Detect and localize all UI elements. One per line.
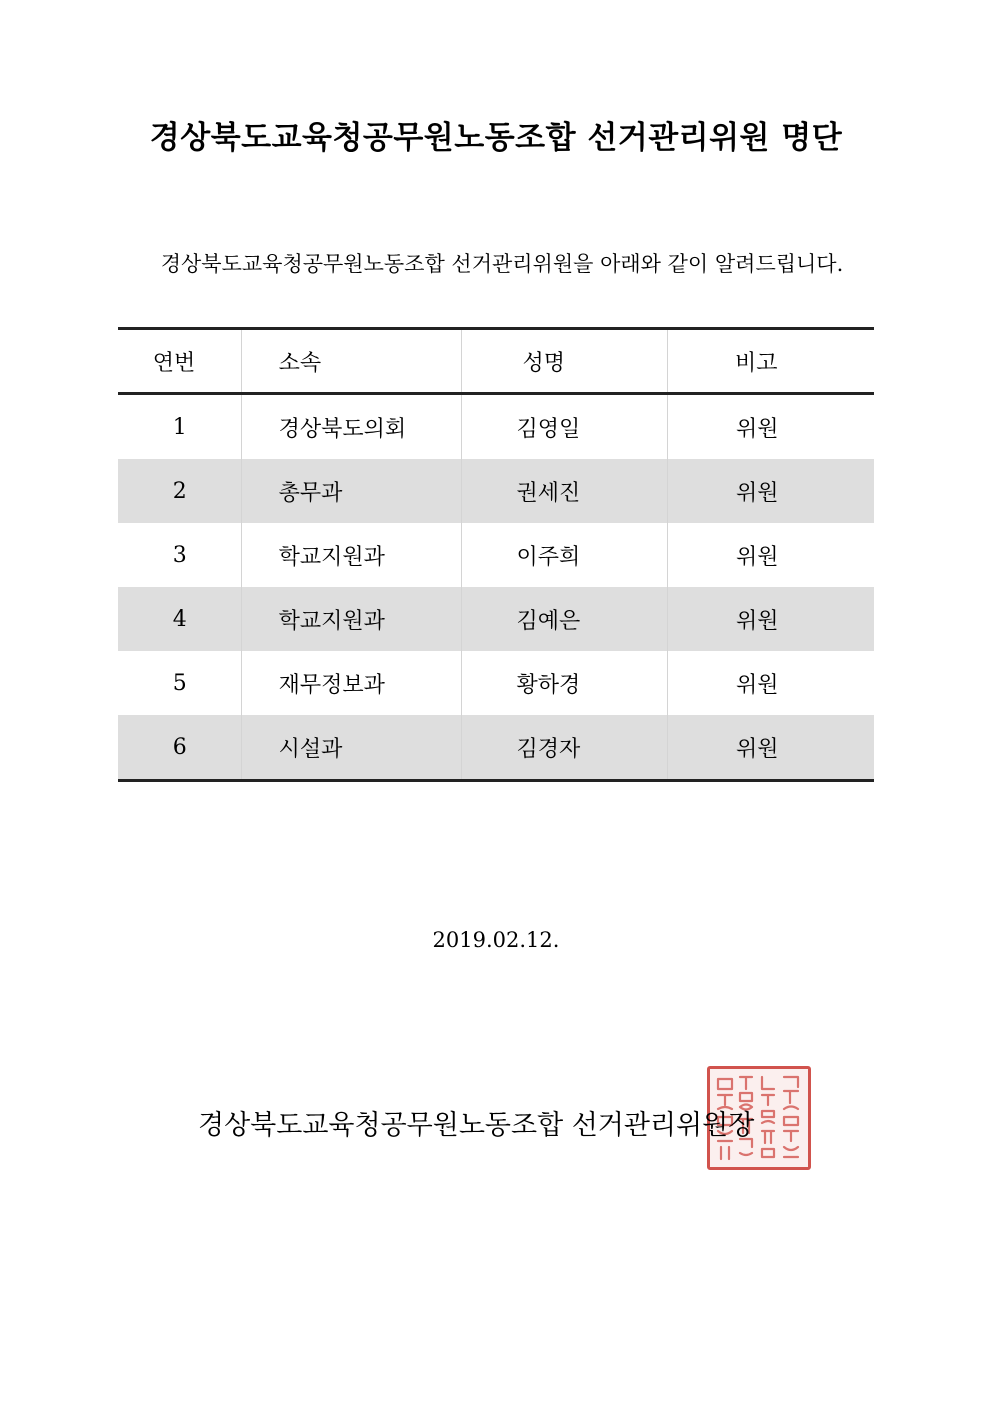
row-remarks-text: 위원 (736, 672, 779, 698)
row-name-text: 황하경 (516, 672, 581, 698)
row-department-text: 재무정보과 (278, 672, 385, 698)
document-date: 2019.02.12. (432, 928, 560, 952)
row-name (461, 459, 667, 523)
row-number: 5 (172, 670, 187, 696)
row-remarks-text: 위원 (736, 416, 779, 442)
row-name-text: 김영일 (516, 416, 581, 442)
table-row (118, 587, 874, 651)
page-title: 경상북도교육청공무원노동조합 선거관리위원 명단 (149, 120, 843, 156)
row-number: 3 (172, 542, 187, 568)
row-name-text: 김예은 (516, 608, 581, 634)
row-remarks (668, 651, 874, 715)
row-name (461, 587, 667, 651)
header-number-label: 연번 (152, 350, 196, 376)
row-name-text: 김경자 (516, 736, 581, 762)
row-name (461, 715, 667, 781)
row-department-text: 경상북도의회 (278, 416, 407, 442)
header-department-label: 소속 (278, 350, 322, 376)
row-department-text: 학교지원과 (278, 544, 385, 570)
header-department (242, 329, 461, 394)
table-row (118, 394, 874, 460)
row-number: 4 (118, 587, 242, 651)
row-department (242, 651, 461, 715)
table-row (118, 459, 874, 523)
header-remarks (668, 329, 874, 394)
committee-table (118, 327, 874, 782)
row-department (242, 587, 461, 651)
row-name-text: 권세진 (516, 480, 581, 506)
row-number: 6 (118, 715, 242, 781)
row-department (242, 523, 461, 587)
row-name-text: 이주희 (516, 544, 581, 570)
row-number: 2 (118, 459, 242, 523)
row-remarks (668, 394, 874, 460)
table-row (118, 523, 874, 587)
header-name-label: 성명 (522, 350, 565, 376)
row-remarks (668, 715, 874, 781)
intro-text: 경상북도교육청공무원노동조합 선거관리위원을 아래와 같이 알려드립니다. (160, 252, 844, 276)
row-department (242, 715, 461, 781)
row-remarks-text: 위원 (736, 544, 779, 570)
row-name (461, 651, 667, 715)
row-department-text: 총무과 (278, 480, 343, 506)
row-name (461, 523, 667, 587)
row-number: 1 (172, 414, 187, 440)
row-name (461, 394, 667, 460)
row-remarks-text: 위원 (736, 480, 779, 506)
row-remarks (668, 587, 874, 651)
row-department (242, 394, 461, 460)
row-department (242, 459, 461, 523)
row-remarks-text: 위원 (736, 736, 779, 762)
table-header-row (118, 329, 874, 394)
header-remarks-label: 비고 (735, 350, 778, 376)
row-department-text: 시설과 (278, 736, 343, 762)
row-department-text: 학교지원과 (278, 608, 385, 634)
signatory-title: 경상북도교육청공무원노동조합 선거관리위원장 (198, 1110, 755, 1141)
table-row (118, 651, 874, 715)
row-remarks-text: 위원 (736, 608, 779, 634)
header-number (118, 329, 242, 394)
row-remarks (668, 523, 874, 587)
header-name (461, 329, 667, 394)
table-row (118, 715, 874, 781)
row-remarks (668, 459, 874, 523)
